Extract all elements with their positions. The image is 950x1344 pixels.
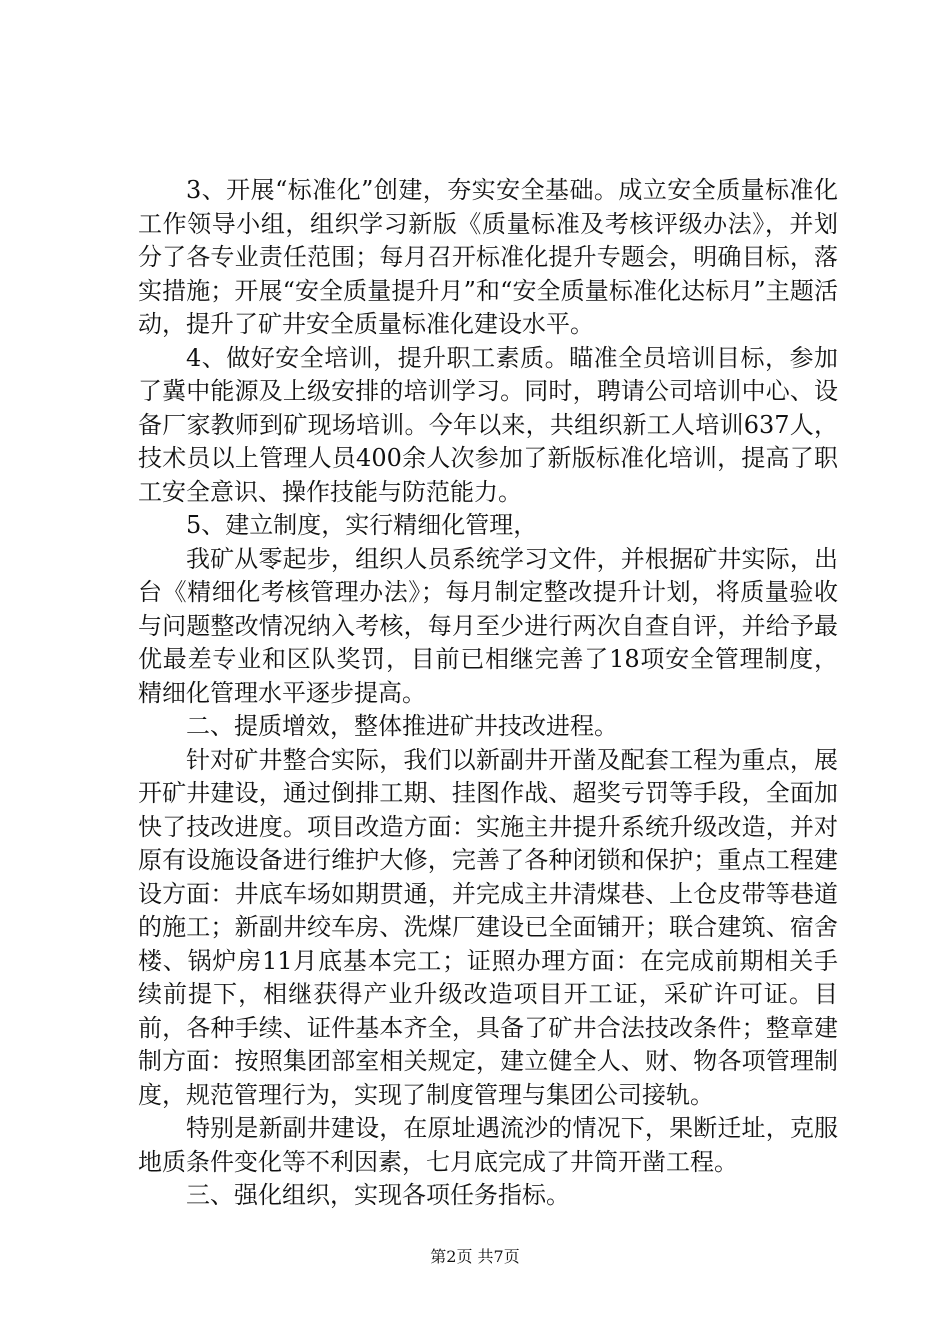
page-footer: 第2页 共7页	[430, 1247, 520, 1266]
paragraph-safety-training: 4、做好安全培训，提升职工素质。瞄准全员培训目标，参加了冀中能源及上级安排的培训学习。同时，聘请公司培训中心、设备厂家教师到矿现场培训。今年以来，共组织新工人培训637人，技术员以上管理人员400余人次参加了新版标准化培训，提高了职工安全意识、操作技能与防范能力。	[138, 343, 838, 506]
section-heading-three: 三、强化组织，实现各项任务指标。	[186, 1181, 570, 1209]
paragraph-standardization: 3、开展“标准化”创建，夯实安全基础。成立安全质量标准化工作领导小组，组织学习新版《质量标准及考核评级办法》，并划分了各专业责任范围；每月召开标准化提升专题会，明确目标，落实措施；开展“安全质量提升月”和“安全质量标准化达标月”主题活动，提升了矿井安全质量标准化建设水平。	[138, 176, 838, 338]
paragraph-refined-management: 我矿从零起步，组织人员系统学习文件，并根据矿井实际，出台《精细化考核管理办法》；每月制定整改提升计划，将质量验收与问题整改情况纳入考核，每月至少进行两次自查自评，并给予最优最差专业和区队奖罚，目前已相继完善了18项安全管理制度，精细化管理水平逐步提高。	[138, 544, 838, 707]
paragraph-system-heading: 5、建立制度，实行精细化管理，	[186, 511, 538, 539]
paragraph-new-shaft: 特别是新副井建设，在原址遇流沙的情况下，果断迁址，克服地质条件变化等不利因素，七月底完成了井筒开凿工程。	[138, 1114, 838, 1176]
document-body	[138, 174, 838, 1213]
paragraph-technical-renovation: 针对矿井整合实际，我们以新副井开凿及配套工程为重点，展开矿井建设，通过倒排工期、挂图作战、超奖亏罚等手段，全面加快了技改进度。项目改造方面：实施主井提升系统升级改造，并对原有设施设备进行维护大修，完善了各种闭锁和保护；重点工程建设方面：井底车场如期贯通，并完成主井清煤巷、上仓皮带等巷道的施工；新副井绞车房、洗煤厂建设已全面铺开；联合建筑、宿舍楼、锅炉房11月底基本完工；证照办理方面：在完成前期相关手续前提下，相继获得产业升级改造项目开工证，采矿许可证。目前，各种手续、证件基本齐全，具备了矿井合法技改条件；整章建制方面：按照集团部室相关规定，建立健全人、财、物各项管理制度，规范管理行为，实现了制度管理与集团公司接轨。	[138, 745, 838, 1109]
section-heading-two: 二、提质增效，整体推进矿井技改进程。	[186, 712, 618, 740]
